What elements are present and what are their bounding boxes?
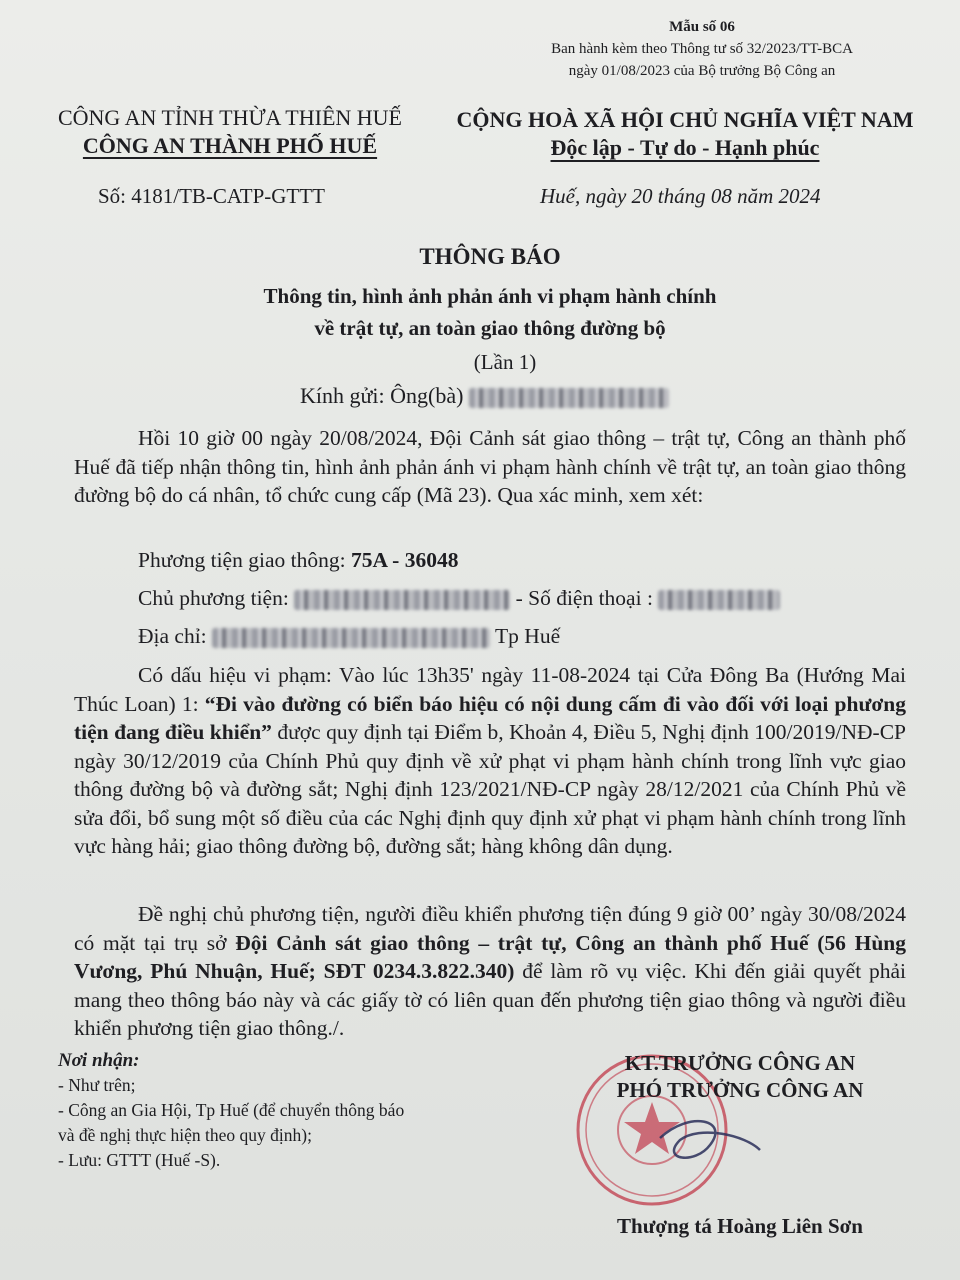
violation-rest: được quy định tại Điểm b, Khoản 4, Điều 5, Nghị định 100/2019/NĐ-CP ngày 30/12/2019 của Chính Phủ quy định về xử phạt vi phạm hành chính trong lĩnh vực giao thông đường bộ và đường sắt; Nghị định 123/2021/NĐ-CP ngày 28/12/2021 của Chính Phủ về sửa đổi, bổ sung một số điều của các Nghị định quy định xử phạt vi phạm hành chính trong lĩnh vực hàng hải; giao thông đường bộ, đường sắt; hàng không dân dụng.: [74, 720, 906, 858]
vehicle-line: [138, 548, 458, 573]
agency-name: CÔNG AN THÀNH PHỐ HUẾ: [82, 133, 378, 158]
addressee: [300, 383, 669, 409]
violation-quote: “Đi vào đường có biển báo hiệu có nội dung cấm đi vào đối với loại phương tiện đang điều khiển”: [74, 691, 906, 744]
paragraph-request: [74, 900, 906, 1043]
form-issued-line2: ngày 01/08/2023 của Bộ trưởng Bộ Công an: [568, 63, 836, 79]
signer-name: Thượng tá Hoàng Liên Sơn: [617, 1214, 863, 1238]
form-number: Mẫu số 06: [669, 19, 735, 35]
signature-line1: KT.TRƯỞNG CÔNG AN: [624, 1051, 856, 1075]
vehicle-label: Phương tiện giao thông:: [138, 548, 346, 572]
form-reference: [532, 16, 872, 82]
notice-count: (Lần 1): [473, 350, 537, 374]
address-label: Địa chỉ:: [138, 624, 207, 648]
recipient-item: - Như trên;: [58, 1075, 136, 1095]
owner-line: [138, 586, 780, 611]
request-part2: để làm rõ vụ việc. Khi đến giải quyết phải mang theo thông báo này và các giấy tờ có liên quan đến phương tiện giao thông và người điều khiển phương tiện giao thông./.: [74, 959, 906, 1040]
redacted-name: [469, 388, 669, 408]
recipient-item: - Lưu: GTTT (Huế -S).: [58, 1150, 221, 1170]
address-city: Tp Huế: [495, 624, 561, 648]
recipients-heading: Nơi nhận:: [58, 1050, 140, 1071]
document-subtitle: [0, 280, 960, 344]
subtitle-line1: Thông tin, hình ảnh phản ánh vi phạm hành chính: [263, 284, 717, 308]
redacted-phone: [658, 590, 780, 610]
signature-header: [560, 1050, 920, 1104]
paragraph-violation: [74, 661, 906, 861]
document-number: Số: 4181/TB-CATP-GTTT: [98, 184, 325, 208]
request-office: Đội Cảnh sát giao thông – trật tự, Công an thành phố Huế (56 Hùng Vương, Phú Nhuận, Huế; SĐT 0234.3.822.340): [74, 930, 906, 983]
nation-name: CỘNG HOÀ XÃ HỘI CHỦ NGHĨA VIỆT NAM: [456, 107, 914, 132]
document-title: THÔNG BÁO: [419, 244, 561, 269]
recipient-item: và đề nghị thực hiện theo quy định);: [58, 1125, 312, 1145]
recipient-item: - Công an Gia Hội, Tp Huế (để chuyển thông báo: [58, 1100, 405, 1120]
subtitle-line2: về trật tự, an toàn giao thông đường bộ: [314, 316, 666, 340]
violation-intro: Có dấu hiệu vi phạm: Vào lúc 13h35' ngày 11-08-2024 tại Cửa Đông Ba (Hướng Mai Thúc Loan) 1:: [74, 663, 906, 716]
agency-parent: CÔNG AN TỈNH THỪA THIÊN HUẾ: [57, 105, 402, 130]
signature-line2: PHÓ TRƯỞNG CÔNG AN: [616, 1078, 864, 1102]
request-part1: Đề nghị chủ phương tiện, người điều khiển phương tiện đúng 9 giờ 00’ ngày 30/08/2024 có mặt tại trụ sở: [74, 902, 906, 955]
address-line: [138, 624, 560, 649]
redacted-owner: [294, 590, 510, 610]
vehicle-plate: 75A - 36048: [350, 548, 459, 572]
recipients-block: [58, 1048, 518, 1173]
addressee-label: Kính gửi: Ông(bà): [300, 383, 464, 408]
place-date: Huế, ngày 20 tháng 08 năm 2024: [540, 184, 821, 208]
agency-header: [30, 104, 430, 160]
paragraph-intro: Hồi 10 giờ 00 ngày 20/08/2024, Đội Cảnh sát giao thông – trật tự, Công an thành phố Huế đã tiếp nhận thông tin, hình ảnh phản ánh vi phạm hành chính về trật tự, an toàn giao thông đường bộ do cá nhân, tổ chức cung cấp (Mã 23). Qua xác minh, xem xét:: [74, 426, 906, 507]
owner-label: Chủ phương tiện:: [138, 586, 289, 610]
nation-header: [440, 106, 930, 162]
form-issued-line1: Ban hành kèm theo Thông tư số 32/2023/TT-BCA: [551, 41, 853, 57]
phone-label: - Số điện thoại :: [515, 586, 653, 610]
nation-motto: Độc lập - Tự do - Hạnh phúc: [550, 135, 820, 160]
redacted-address: [212, 628, 490, 648]
